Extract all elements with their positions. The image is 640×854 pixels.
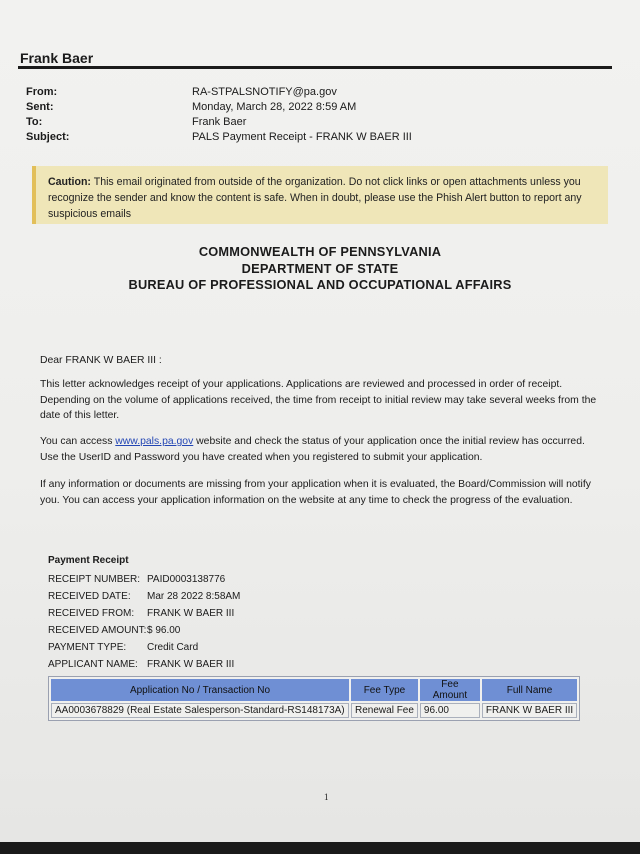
header-application-no: Application No / Transaction No bbox=[51, 679, 349, 701]
caution-text: This email originated from outside of the organization. Do not click links or open attachments unless you recognize the sender and know the content is safe. When in doubt, please use the Phish Alert button to report any suspicious emails bbox=[48, 176, 582, 220]
from-label: From: bbox=[26, 86, 58, 98]
paragraph-website-access bbox=[40, 434, 605, 465]
header-fee-type: Fee Type bbox=[351, 679, 418, 701]
received-from-label: RECEIVED FROM: bbox=[48, 608, 135, 619]
to-value: Frank Baer bbox=[192, 116, 247, 128]
received-amount-value: $ 96.00 bbox=[147, 625, 181, 636]
payment-receipt-title: Payment Receipt bbox=[48, 555, 129, 566]
subject-label: Subject: bbox=[26, 131, 70, 143]
para2-text-start: You can access bbox=[40, 436, 116, 447]
header-fee-amount: Fee Amount bbox=[420, 679, 480, 701]
applicant-name-label: APPLICANT NAME: bbox=[48, 659, 138, 670]
received-date-value: Mar 28 2022 8:58AM bbox=[147, 591, 241, 602]
caution-label: Caution: bbox=[48, 176, 91, 188]
from-value: RA-STPALSNOTIFY@pa.gov bbox=[192, 86, 337, 98]
pals-website-link[interactable]: www.pals.pa.gov bbox=[115, 436, 194, 447]
receipt-number-value: PAID0003138776 bbox=[147, 574, 226, 585]
payment-type-value: Credit Card bbox=[147, 642, 199, 653]
received-amount-label: RECEIVED AMOUNT: bbox=[48, 625, 147, 636]
payment-type-label: PAYMENT TYPE: bbox=[48, 642, 127, 653]
cell-fee-type: Renewal Fee bbox=[351, 703, 418, 718]
page-number: 1 bbox=[324, 792, 329, 802]
org-line-department: DEPARTMENT OF STATE bbox=[241, 261, 399, 276]
caution-banner bbox=[32, 166, 608, 224]
org-line-bureau: BUREAU OF PROFESSIONAL AND OCCUPATIONAL AFFAIRS bbox=[128, 277, 512, 292]
fee-table bbox=[48, 676, 580, 721]
paragraph-acknowledgement: This letter acknowledges receipt of your applications. Applications are reviewed and processed in order of receipt. Depending on the volume of applications received, the time from receipt to initial review may take several weeks from the date of this letter. bbox=[40, 379, 597, 421]
sent-label: Sent: bbox=[26, 101, 54, 113]
table-row bbox=[51, 703, 577, 718]
applicant-name-value: FRANK W BAER III bbox=[147, 659, 235, 670]
received-date-label: RECEIVED DATE: bbox=[48, 591, 131, 602]
header-full-name: Full Name bbox=[482, 679, 577, 701]
para2-text-end: website and check the status of your application once the initial review has occurred. Use the UserID and Password you have created when you registered to submit your application. bbox=[40, 436, 585, 463]
org-line-commonwealth: COMMONWEALTH OF PENNSYLVANIA bbox=[198, 244, 442, 259]
cell-application-no: AA0003678829 (Real Estate Salesperson-Standard-RS148173A) bbox=[51, 703, 349, 718]
cell-fee-amount: 96.00 bbox=[420, 703, 480, 718]
received-from-value: FRANK W BAER III bbox=[147, 608, 235, 619]
sent-value: Monday, March 28, 2022 8:59 AM bbox=[192, 101, 357, 113]
salutation: Dear FRANK W BAER III : bbox=[40, 355, 162, 366]
fee-table-header-row bbox=[51, 679, 577, 701]
to-label: To: bbox=[26, 116, 43, 128]
subject-value: PALS Payment Receipt - FRANK W BAER III bbox=[192, 131, 412, 143]
header-divider bbox=[18, 66, 612, 69]
sender-name: Frank Baer bbox=[20, 50, 94, 66]
cell-full-name: FRANK W BAER III bbox=[482, 703, 577, 718]
receipt-number-label: RECEIPT NUMBER: bbox=[48, 574, 141, 585]
paragraph-missing-info: If any information or documents are missing from your application when it is evaluated, the Board/Commission will notify you. You can access your application information on the website at any time to check the progress of the evaluation. bbox=[40, 479, 591, 506]
